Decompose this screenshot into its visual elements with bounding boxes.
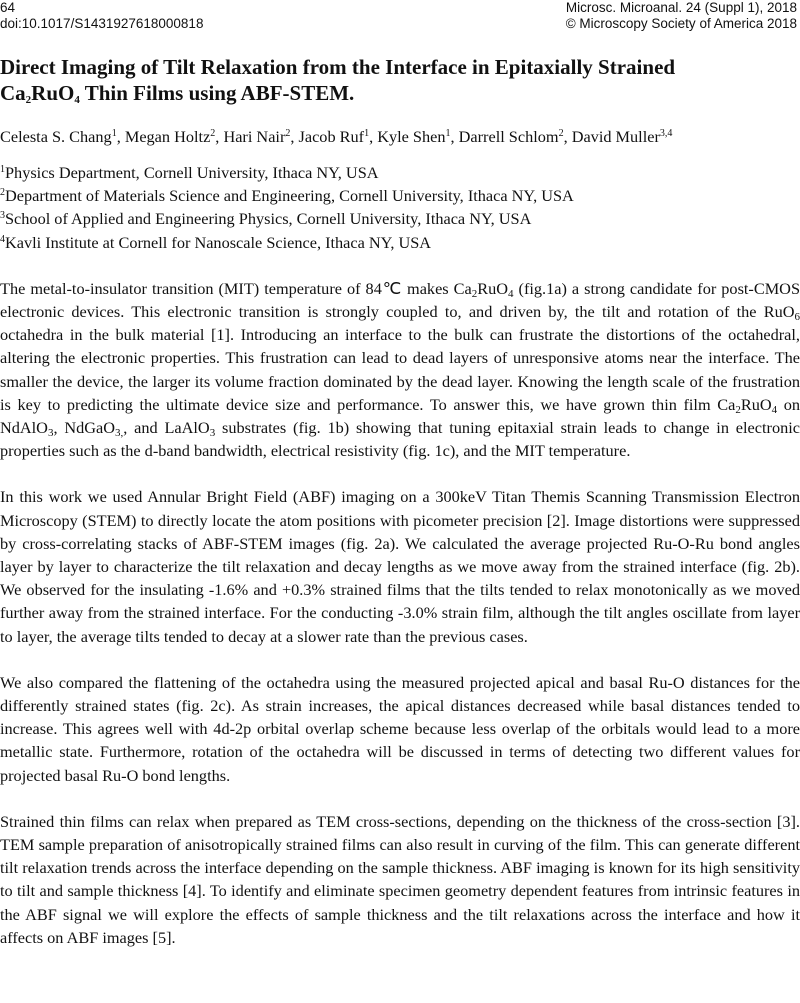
author-name: Celesta S. Chang [0,127,112,146]
body-paragraph-2: In this work we used Annular Bright Field (ABF) imaging on a 300keV Titan Themis Scanning Transmission Electron Microscopy (STEM) to directly locate the atom positions with picometer precision [2]. Image distortions were suppressed by cross-correlating stacks of ABF-STEM images (fig. 2a). We calculated the average projected Ru-O-Ru bond angles layer by layer to characterize the tilt relaxation and decay lengths as we move away from the strained interface (fig. 2b). We observed for the insulating -1.6% and +0.3% strained films that the tilts tended to relax monotonically as we moved further away from the strained interface. For the conducting -3.0% strain film, although the tilt angles oscillate from layer to layer, the average tilts tended to decay at a slower rate than the previous cases. [0,487,800,646]
article-title: Direct Imaging of Tilt Relaxation from the Interface in Epitaxially Strained $Ca_2RuO_4$ Thin Films using ABF-STEM. [0,55,676,106]
author-affiliation: 2 [210,128,216,139]
affiliation-list [0,161,800,254]
author-name: Hari Nair [223,127,286,146]
author-affiliation: 2 [558,128,564,139]
author-name: David Muller [571,127,660,146]
author-list: Celesta S. Chang$^1$, Megan Holtz$^2$, Hari Nair$^2$, Jacob Ruf$^1$, Kyle Shen$^1$, Darrell Schlom$^2$, David Muller$^{3,4}$ [0,127,673,146]
affiliation: $^4$Kavli Institute at Cornell for Nanoscale Science, Ithaca NY, USA [0,232,432,252]
author-affiliation: 3,4 [659,128,673,139]
body-paragraph-1: The metal-to-insulator transition (MIT) temperature of 84℃ makes $Ca_2RuO_4$ (fig.1a) a strong candidate for post-CMOS electronic devices. This electronic transition is strongly coupled to, and driven by, the tilt and rotation of the RuO$_6$ octahedra in the bulk material [1]. Introducing an interface to the bulk can frustrate the distortions of the octahedral, altering the electronic properties. This frustration can lead to dead layers of unresponsive atoms near the interface. The smaller the device, the larger its volume fraction dominated by the dead layer. Knowing the length scale of the frustration is key to predicting the ultimate device size and performance. To answer this, we have grown thin film $Ca_2RuO_4$ on NdAlO$_3$, NdGaO$_{3,}$, and LaAlO$_3$ substrates (fig. 1b) showing that tuning epitaxial strain leads to change in electronic properties such as the d-band bandwidth, electrical resistivity (fig. 1c), and the MIT temperature. [0,278,800,461]
author-affiliation: 1 [111,128,117,139]
author-name: Darrell Schlom [458,127,559,146]
journal-citation: Microsc. Microanal. 24 (Suppl 1), 2018 [565,0,797,15]
running-header-left [0,0,203,32]
body-paragraph-4: Strained thin films can relax when prepared as TEM cross-sections, depending on the thickness of the cross-section [3]. TEM sample preparation of anisotropically strained films can also result in curving of the film. This can generate different tilt relaxation trends across the interface depending on the sample thickness. ABF imaging is known for its high sensitivity to tilt and sample thickness [4]. To identify and eliminate specimen geometry dependent features from intrinsic features in the ABF signal we will explore the effects of sample thickness and the tilt relaxations across the interface and how it affects on ABF images [5]. [0,811,800,947]
author-affiliation: 1 [364,128,370,139]
author-name: Kyle Shen [377,127,446,146]
title-line-1: Direct Imaging of Tilt Relaxation from the Interface in Epitaxially Strained [0,55,676,79]
page-number: 64 [0,0,16,15]
affiliation: $^1$Physics Department, Cornell University, Ithaca NY, USA [0,163,379,182]
author-name: Jacob Ruf [298,127,365,146]
author-name: Megan Holtz [124,127,211,146]
article [0,55,800,949]
body-paragraph-3: We also compared the flattening of the octahedra using the measured projected apical and basal Ru-O distances for the differently strained states (fig. 2c). As strain increases, the apical distances decreased while basal distances tended to increase. This agrees well with 4d-2p orbital overlap scheme because less overlap of the orbitals would lead to a more metallic state. Furthermore, rotation of the octahedra will be discussed in terms of detecting two different values for projected basal Ru-O bond lengths. [0,672,800,785]
running-header-right [566,0,797,32]
doi: doi:10.1017/S1431927618000818 [0,16,204,31]
author-affiliation: 2 [285,128,291,139]
author-affiliation: 1 [445,128,451,139]
copyright: © Microscopy Society of America 2018 [565,16,797,31]
affiliation: $^2$Department of Materials Science and Engineering, Cornell University, Ithaca NY, USA [0,186,574,206]
affiliation: $^3$School of Applied and Engineering Physics, Cornell University, Ithaca NY, USA [0,209,532,229]
